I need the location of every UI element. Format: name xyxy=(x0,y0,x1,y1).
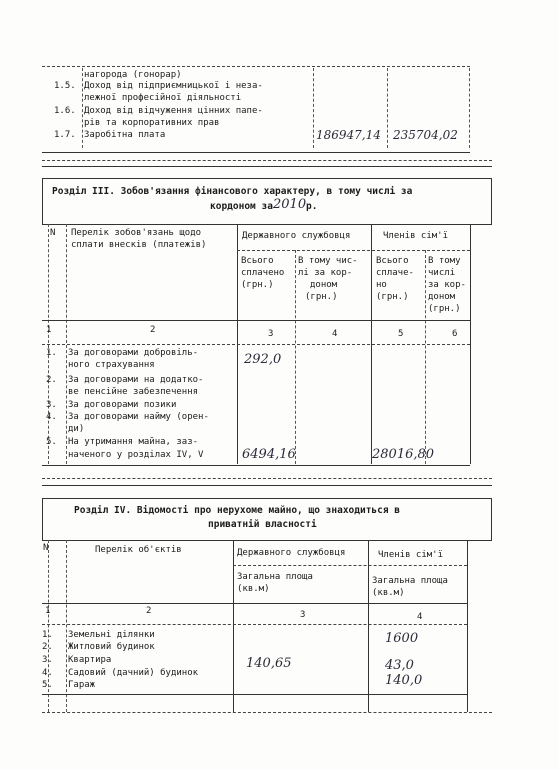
income-row-label: Заробітна плата xyxy=(84,130,166,140)
apartment-official-area: 140,65 xyxy=(246,656,292,671)
property-row-label: Гараж xyxy=(68,680,96,690)
obligation-row-label: ного страхування xyxy=(68,360,155,370)
obligation-row-number: 3. xyxy=(46,400,57,410)
income-row-number: 1.5. xyxy=(54,81,76,91)
apartment-family-area: 43,0 xyxy=(385,658,414,673)
section-3-year: 2010 xyxy=(273,197,307,212)
column-header-family-abroad: числі xyxy=(428,268,456,278)
property-row-label: Земельні ділянки xyxy=(68,630,155,640)
income-row-number: 1.7. xyxy=(54,130,76,140)
column-header-official-abroad: лі за кор- xyxy=(298,268,353,278)
column-header-family-total: но xyxy=(376,280,387,290)
maintenance-official-value: 6494,16 xyxy=(242,447,296,462)
column-header-family: Членів сім'ї xyxy=(383,231,449,241)
section-4-title: Розділ IV. Відомості про нерухоме майно, що знаходиться в xyxy=(74,505,401,516)
obligation-row-label: наченого у розділах IV, V xyxy=(68,450,204,460)
maintenance-family-value: 28016,80 xyxy=(372,447,435,462)
column-header-number: N xyxy=(43,543,49,553)
column-number: 2 xyxy=(150,325,156,335)
property-row-label: Квартира xyxy=(68,655,112,665)
column-number: 1 xyxy=(46,325,52,335)
column-header-objects: Перелік об'єктів xyxy=(95,545,182,555)
salary-family-value: 235704,02 xyxy=(393,128,458,142)
column-header-official-total: (грн.) xyxy=(241,280,274,290)
column-header-obligations: сплати внесків (платежів) xyxy=(71,240,207,250)
obligation-row-label: ди) xyxy=(68,424,85,434)
land-family-area: 1600 xyxy=(385,631,419,646)
column-header-family-abroad: доном xyxy=(428,292,456,302)
property-row-number: 3. xyxy=(42,655,53,665)
column-header-official-total: сплачено xyxy=(241,268,285,278)
column-header-family-abroad: за кор- xyxy=(428,280,466,290)
property-row-label: Садовий (дачний) будинок xyxy=(68,668,199,678)
income-row-label: рів та корпоративних прав xyxy=(84,118,220,128)
column-header-official-total: Всього xyxy=(241,256,274,266)
column-header-official-abroad: доном xyxy=(310,280,338,290)
column-number: 5 xyxy=(398,329,404,339)
obligation-row-number: 2. xyxy=(46,375,57,385)
summer-house-family-area: 140,0 xyxy=(385,673,423,688)
section-3-title: Розділ III. Зобов'язання фінансового характеру, в тому числі за xyxy=(52,186,413,197)
income-row-label: Доход від відчуження цінних папе- xyxy=(84,106,263,116)
obligation-row-label: За договорами на додатко- xyxy=(68,375,204,385)
column-header-official: Державного службовця xyxy=(242,231,351,241)
column-header-family-area: (кв.м) xyxy=(372,588,405,598)
column-number: 3 xyxy=(300,610,306,620)
column-header-official-abroad: (грн.) xyxy=(305,292,338,302)
obligation-row-number: 1. xyxy=(46,348,57,358)
income-row-label: лежної професійної діяльності xyxy=(84,93,242,103)
section-3-title-prefix: кордоном за xyxy=(210,201,273,212)
property-row-number: 1. xyxy=(42,630,53,640)
column-header-family-total: Всього xyxy=(376,256,409,266)
column-header-family-total: сплаче- xyxy=(376,268,414,278)
column-header-official-abroad: В тому чис- xyxy=(298,256,358,266)
column-number: 4 xyxy=(417,612,423,622)
column-header-family-abroad: В тому xyxy=(428,256,461,266)
column-header-family-abroad: (грн.) xyxy=(428,304,461,314)
column-header-number: N xyxy=(50,228,56,238)
property-row-number: 2. xyxy=(42,642,53,652)
column-header-official-area: Загальна площа xyxy=(237,572,313,582)
section-3-title-suffix: р. xyxy=(306,201,318,212)
obligation-row-label: ве пенсійне забезпечення xyxy=(68,387,199,397)
obligation-row-number: 5. xyxy=(46,437,57,447)
income-row-label: Доход від підприємницької і неза- xyxy=(84,81,263,91)
income-row-number: 1.6. xyxy=(54,106,76,116)
income-row-label: нагорода (гонорар) xyxy=(84,70,182,80)
insurance-official-value: 292,0 xyxy=(244,352,282,367)
obligation-row-number: 4. xyxy=(46,412,57,422)
column-number: 6 xyxy=(452,329,458,339)
property-row-number: 5. xyxy=(42,680,53,690)
column-header-family-area: Загальна площа xyxy=(372,576,448,586)
column-number: 3 xyxy=(268,329,274,339)
section-4-title: приватній власності xyxy=(208,519,317,530)
column-number: 2 xyxy=(146,606,152,616)
column-number: 1 xyxy=(45,606,51,616)
obligation-row-label: На утримання майна, заз- xyxy=(68,437,199,447)
property-row-number: 4. xyxy=(42,668,53,678)
obligation-row-label: За договорами позики xyxy=(68,400,177,410)
column-header-family-total: (грн.) xyxy=(376,292,409,302)
obligation-row-label: За договорами добровіль- xyxy=(68,348,199,358)
column-header-official: Державного службовця xyxy=(237,548,346,558)
salary-official-value: 186947,14 xyxy=(316,128,381,142)
obligation-row-label: За договорами найму (орен- xyxy=(68,412,209,422)
column-header-official-area: (кв.м) xyxy=(237,584,270,594)
column-number: 4 xyxy=(332,329,338,339)
property-row-label: Житловий будинок xyxy=(68,642,155,652)
column-header-obligations: Перелік зобов'язань щодо xyxy=(71,228,202,238)
column-header-family: Членів сім'ї xyxy=(378,550,444,560)
